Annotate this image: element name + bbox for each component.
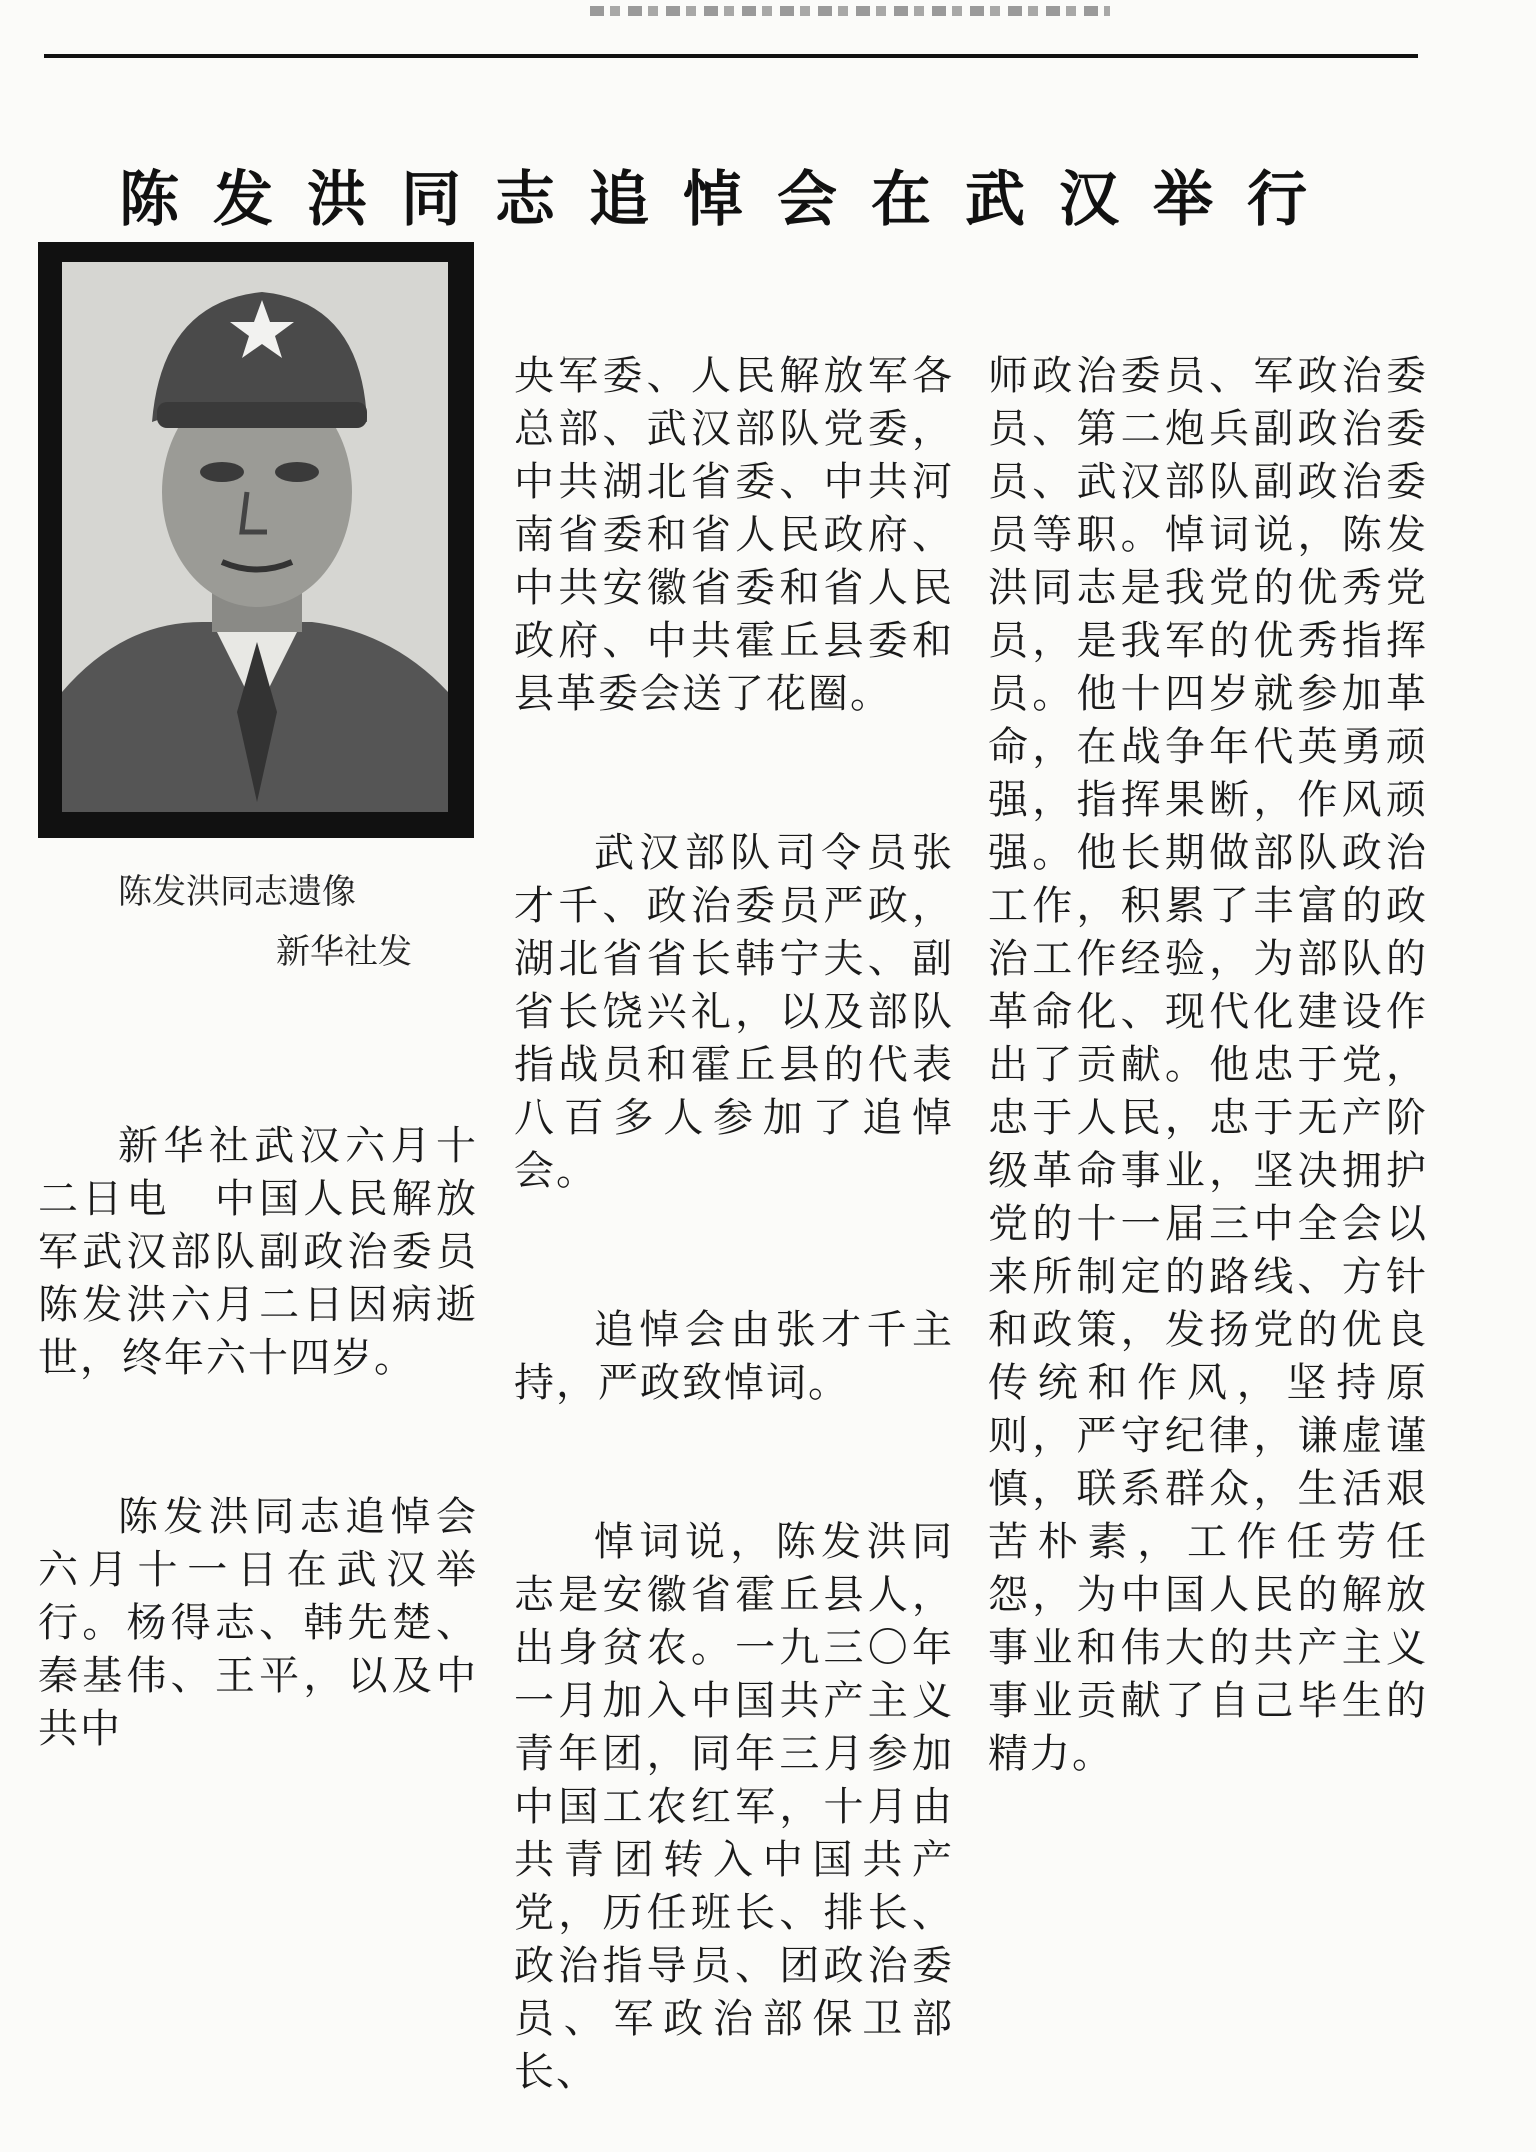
portrait-photo	[62, 262, 448, 812]
portrait-frame	[38, 242, 474, 838]
article-paragraph: 武汉部队司令员张才千、政治委员严政，湖北省省长韩宁夫、副省长饶兴礼，以及部队指战员和霍丘县的代表八百多人参加了追悼会。	[514, 830, 954, 1194]
article-paragraph: 央军委、人民解放军各总部、武汉部队党委，中共湖北省委、中共河南省委和省人民政府、中共安徽省委和省人民政府、中共霍丘县委和县革委会送了花圈。	[514, 353, 954, 717]
top-masthead-fragment	[590, 0, 1110, 22]
caption-text: 陈发洪同志遗像	[118, 872, 356, 912]
article-paragraph: 陈发洪同志追悼会六月十一日在武汉举行。杨得志、韩先楚、秦基伟、王平，以及中共中	[38, 1494, 478, 1752]
article-paragraph: 悼词说，陈发洪同志是安徽省霍丘县人，出身贫农。一九三〇年一月加入中国共产主义青年团，同年三月参加中国工农红军，十月由共青团转入中国共产党，历任班长、排长、政治指导员、团政治委员、军政治部保卫部长、	[514, 1519, 954, 2095]
photo-credit: 新华社发	[276, 932, 412, 972]
article-column-1	[38, 1014, 478, 1809]
article-paragraph: 追悼会由张才千主持，严政致悼词。	[514, 1307, 954, 1406]
article-column-2	[514, 244, 954, 2152]
headline: 陈发洪同志追悼会在武汉举行	[119, 165, 1341, 236]
article-paragraph: 师政治委员、军政治委员、第二炮兵副政治委员、武汉部队副政治委员等职。悼词说，陈发洪同志是我党的优秀党员，是我军的优秀指挥员。他十四岁就参加革命，在战争年代英勇顽强，指挥果断，作风顽强。他长期做部队政治工作，积累了丰富的政治工作经验，为部队的革命化、现代化建设作出了贡献。他忠于党，忠于人民，忠于无产阶级革命事业，坚决拥护党的十一届三中全会以来所制定的路线、方针和政策，发扬党的优良传统和作风，坚持原则，严守纪律，谦虚谨慎，联系群众，生活艰苦朴素，工作任劳任怨，为中国人民的解放事业和伟大的共产主义事业贡献了自己毕生的精力。	[988, 353, 1428, 1777]
top-rule	[44, 54, 1418, 58]
article-paragraph: 新华社武汉六月十二日电 中国人民解放军武汉部队副政治委员陈发洪六月二日因病逝世，终年六十四岁。	[38, 1123, 478, 1381]
portrait-image	[62, 262, 448, 812]
article-column-3	[988, 244, 1428, 1834]
photo-caption	[118, 862, 478, 982]
